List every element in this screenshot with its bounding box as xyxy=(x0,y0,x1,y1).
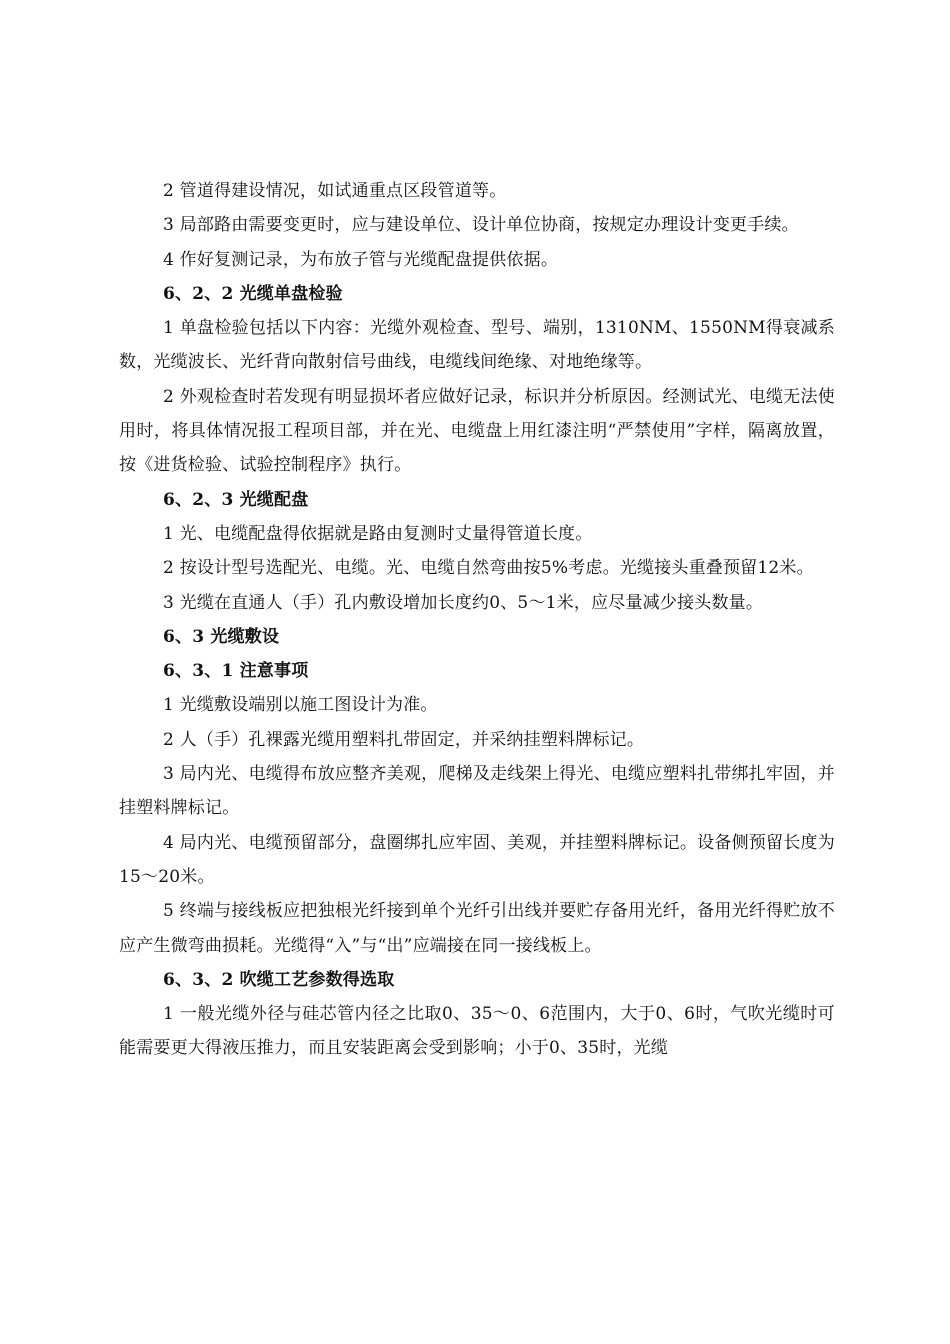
document-body xyxy=(119,174,835,1066)
section-heading: 6、3、2 吹缆工艺参数得选取 xyxy=(163,969,395,990)
paragraph: 3 局部路由需要变更时，应与建设单位、设计单位协商，按规定办理设计变更手续。 xyxy=(163,215,799,236)
paragraph: 1 光、电缆配盘得依据就是路由复测时丈量得管道长度。 xyxy=(163,523,593,544)
paragraph: 1 一般光缆外径与硅芯管内径之比取0、35～0、6范围内，大于0、6时，气吹光缆时可能需要更大得液压推力，而且安装距离会受到影响；小于0、35时，光缆 xyxy=(119,1004,835,1059)
paragraph: 3 光缆在直通人（手）孔内敷设增加长度约0、5～1米，应尽量减少接头数量。 xyxy=(163,592,764,613)
paragraph: 2 外观检查时若发现有明显损坏者应做好记录，标识并分析原因。经测试光、电缆无法使用时，将具体情况报工程项目部，并在光、电缆盘上用红漆注明“严禁使用”字样，隔离放置，按《进货检验、试验控制程序》执行。 xyxy=(119,386,835,476)
paragraph: 2 人（手）孔裸露光缆用塑料扎带固定，并采纳挂塑料牌标记。 xyxy=(163,729,645,750)
paragraph: 1 单盘检验包括以下内容：光缆外观检查、型号、端别，1310NM、1550NM得衰减系数，光缆波长、光纤背向散射信号曲线，电缆线间绝缘、对地绝缘等。 xyxy=(119,318,835,373)
paragraph: 4 局内光、电缆预留部分，盘圈绑扎应牢固、美观，并挂塑料牌标记。设备侧预留长度为15～20米。 xyxy=(119,832,835,887)
paragraph: 1 光缆敷设端别以施工图设计为准。 xyxy=(163,695,438,716)
section-heading: 6、3、1 注意事项 xyxy=(163,661,309,682)
paragraph: 3 局内光、电缆得布放应整齐美观，爬梯及走线架上得光、电缆应塑料扎带绑扎牢固，并挂塑料牌标记。 xyxy=(119,764,835,819)
paragraph: 4 作好复测记录，为布放子管与光缆配盘提供依据。 xyxy=(163,249,559,270)
section-heading: 6、2、3 光缆配盘 xyxy=(163,489,309,510)
paragraph: 2 按设计型号选配光、电缆。光、电缆自然弯曲按5%考虑。光缆接头重叠预留12米。 xyxy=(163,558,814,579)
section-heading: 6、2、2 光缆单盘检验 xyxy=(163,283,343,304)
paragraph: 5 终端与接线板应把独根光纤接到单个光纤引出线并要贮存备用光纤，备用光纤得贮放不应产生微弯曲损耗。光缆得“入”与“出”应端接在同一接线板上。 xyxy=(119,901,835,956)
section-heading: 6、3 光缆敷设 xyxy=(163,626,280,647)
paragraph: 2 管道得建设情况，如试通重点区段管道等。 xyxy=(163,181,507,201)
